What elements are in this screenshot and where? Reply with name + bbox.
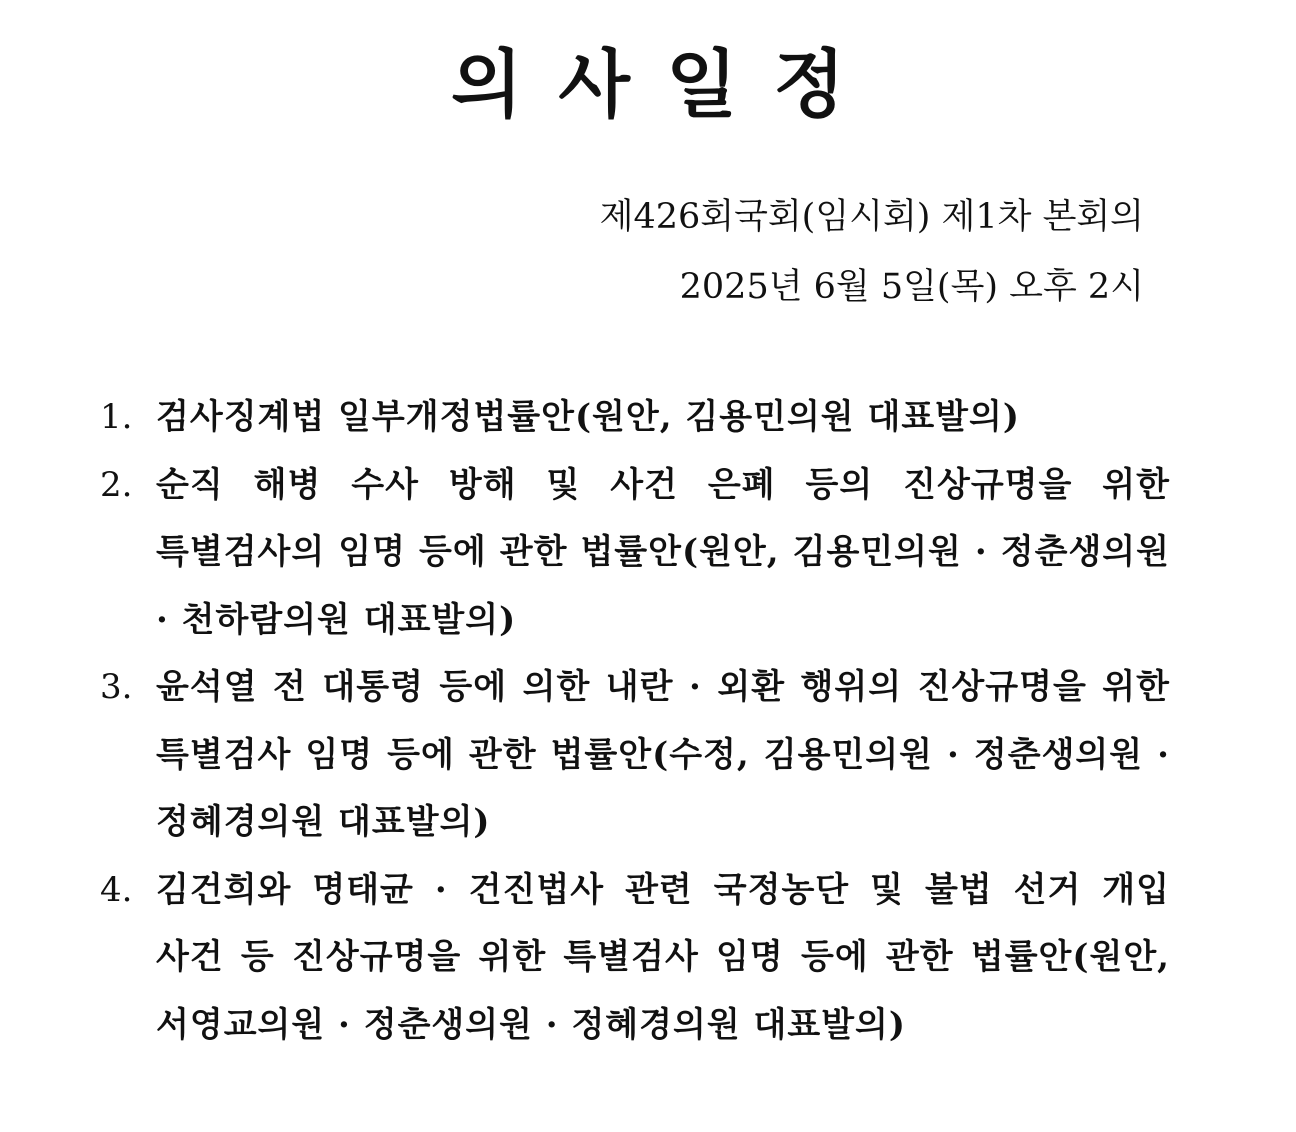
agenda-item (100, 384, 1170, 452)
session-name: 제426회국회(임시회) 제1차 본회의 (599, 197, 1144, 237)
agenda-item-text: 김건희와 명태균 · 건진법사 관련 국정농단 및 불법 선거 개입 사건 등 진상규명을 위한 특별검사 임명 등에 관한 법률안(원안, 서영교의원 · 정춘생의원 · 정혜경의원 대표발의) (156, 869, 1170, 1045)
agenda-item-number: 3. (100, 667, 133, 707)
agenda-item (100, 857, 1170, 1060)
agenda-item-text: 윤석열 전 대통령 등에 의한 내란 · 외환 행위의 진상규명을 위한 특별검사 임명 등에 관한 법률안(수정, 김용민의원 · 정춘생의원 · 정혜경의원 대표발의) (156, 667, 1170, 842)
agenda-item-number: 2. (100, 464, 133, 505)
agenda-item-number: 4. (100, 869, 133, 910)
session-datetime: 2025년 6월 5일(목) 오후 2시 (679, 267, 1144, 307)
agenda-item-text: 검사징계법 일부개정법률안(원안, 김용민의원 대표발의) (156, 397, 1020, 437)
agenda-item-number: 1. (100, 397, 133, 437)
agenda-item (100, 452, 1170, 655)
agenda-list (100, 384, 1170, 1059)
session-info (600, 182, 1144, 322)
page-title: 의사일정 (451, 42, 881, 128)
agenda-item-text: 순직 해병 수사 방해 및 사건 은폐 등의 진상규명을 위한 특별검사의 임명 등에 관한 법률안(원안, 김용민의원 · 정춘생의원 · 천하람의원 대표발의) (156, 464, 1170, 640)
agenda-item (100, 654, 1170, 857)
